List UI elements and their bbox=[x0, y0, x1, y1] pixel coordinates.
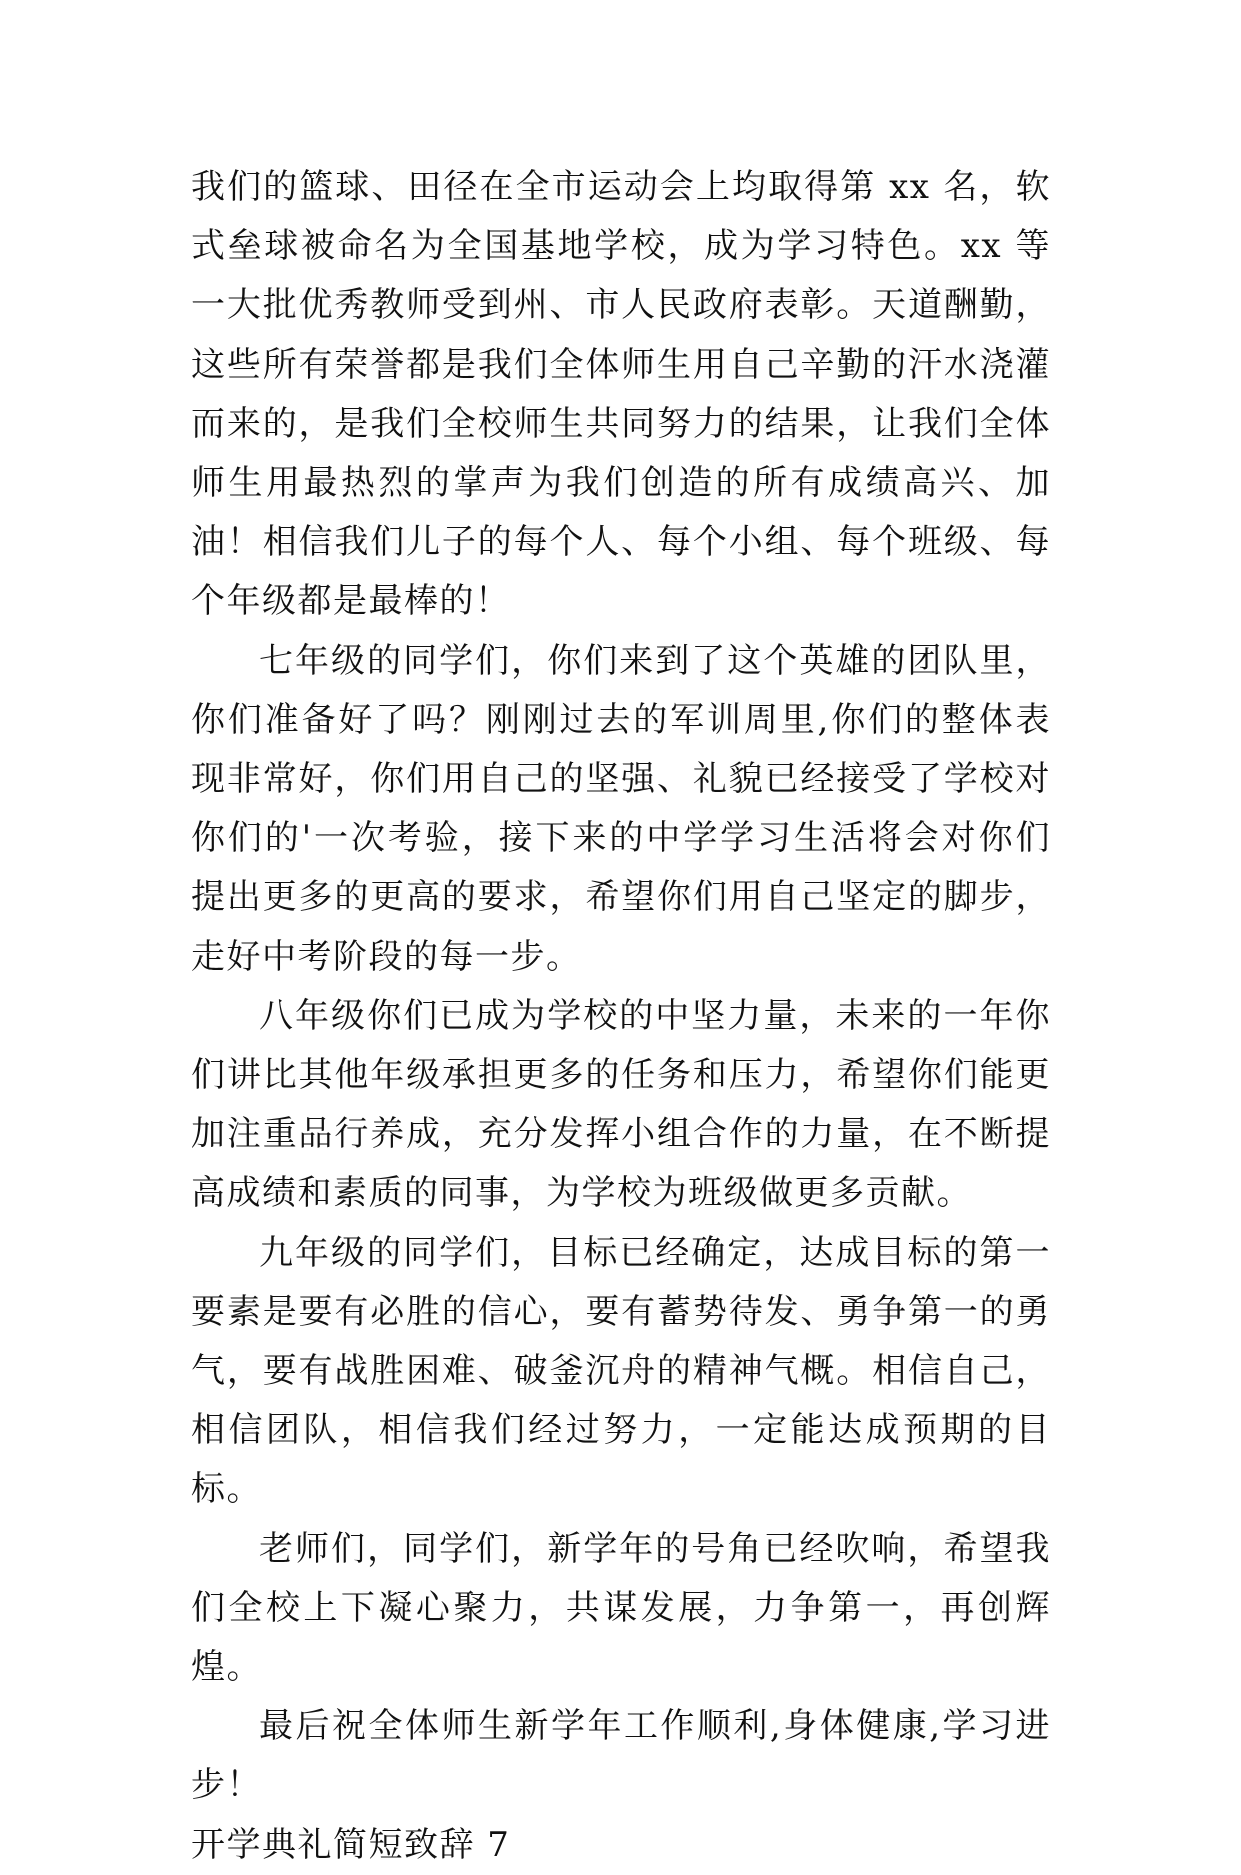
section-heading: 开学典礼简短致辞 7 bbox=[191, 1824, 511, 1865]
paragraph-achievements: 我们的篮球、田径在全市运动会上均取得第 xx 名，软式垒球被命名为全国基地学校，成为学习特色。xx 等一大批优秀教师受到州、市人民政府表彰。天道酬勤，这些所有荣誉都是我们全体师生用自己辛勤的汗水浇灌而来的，是我们全校师生共同努力的结果，让我们全体师生用最热烈的掌声为我们创造的所有成绩高兴、加油！相信我们儿子的每个人、每个小组、每个班级、每个年级都是最棒的！ bbox=[191, 167, 1051, 622]
document-body bbox=[191, 158, 1051, 1875]
paragraph-grade-eight: 八年级你们已成为学校的中坚力量，未来的一年你们讲比其他年级承担更多的任务和压力，希望你们能更加注重品行养成，充分发挥小组合作的力量，在不断提高成绩和素质的同事，为学校为班级做更多贡献。 bbox=[191, 995, 1051, 1214]
paragraph-closing-wishes: 最后祝全体师生新学年工作顺利,身体健康,学习进步！ bbox=[191, 1706, 1051, 1806]
paragraph-teachers-students: 老师们，同学们，新学年的号角已经吹响，希望我们全校上下凝心聚力，共谋发展，力争第一，再创辉煌。 bbox=[191, 1528, 1051, 1688]
paragraph-grade-nine: 九年级的同学们，目标已经确定，达成目标的第一要素是要有必胜的信心，要有蓄势待发、勇争第一的勇气，要有战胜困难、破釜沉舟的精神气概。相信自己，相信团队，相信我们经过努力，一定能达成预期的目标。 bbox=[191, 1232, 1051, 1510]
paragraph-grade-seven: 七年级的同学们，你们来到了这个英雄的团队里，你们准备好了吗？刚刚过去的军训周里,你们的整体表现非常好，你们用自己的坚强、礼貌已经接受了学校对你们的'一次考验，接下来的中学学习生活将会对你们提出更多的更高的要求，希望你们用自己坚定的脚步，走好中考阶段的每一步。 bbox=[191, 640, 1051, 977]
